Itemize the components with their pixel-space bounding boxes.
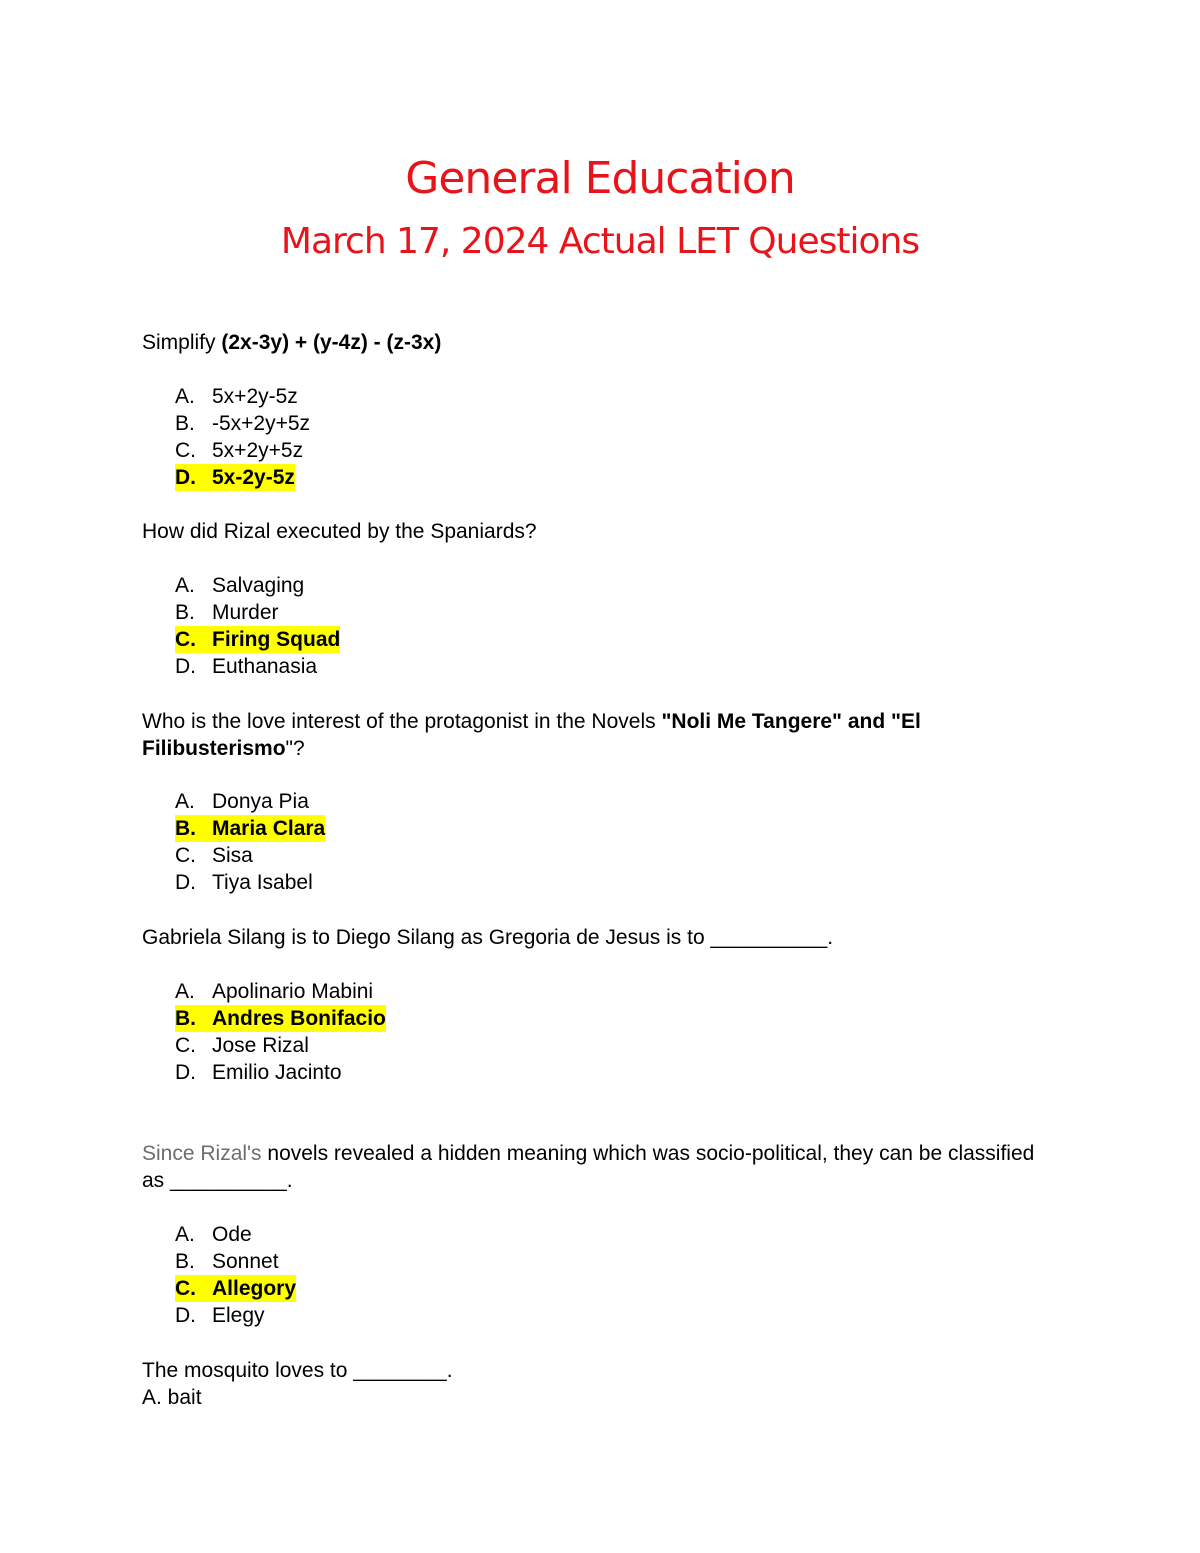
option-c: C. 5x+2y+5z xyxy=(175,439,304,462)
option-a: A. 5x+2y-5z xyxy=(175,385,298,408)
option-b: B. Sonnet xyxy=(175,1250,279,1273)
answer-highlight: C. Allegory xyxy=(175,1277,297,1300)
option-b: B. -5x+2y+5z xyxy=(175,412,311,435)
option-c-correct xyxy=(175,626,340,653)
question-1-options xyxy=(175,383,310,491)
option-d: D. Emilio Jacinto xyxy=(175,1061,342,1084)
question-1-expression: (2x-3y) + (y-4z) - (z-3x) xyxy=(221,331,442,354)
answer-highlight: B. Andres Bonifacio xyxy=(175,1007,386,1030)
question-4-options xyxy=(175,978,386,1086)
option-c: C. Sisa xyxy=(175,844,253,867)
option-c: C. Jose Rizal xyxy=(175,1034,309,1057)
option-d: D. Tiya Isabel xyxy=(175,871,313,894)
option-b-correct xyxy=(175,1005,386,1032)
question-5: Since Rizal's novels revealed a hidden meaning which was socio-political, they can be classified as __________. xyxy=(142,1142,1035,1192)
answer-highlight: D. 5x-2y-5z xyxy=(175,466,295,489)
question-6: The mosquito loves to ________. xyxy=(142,1359,453,1382)
option-b: B. Murder xyxy=(175,601,279,624)
option-a: A. Salvaging xyxy=(175,574,305,597)
question-3: Who is the love interest of the protagonist in the Novels "Noli Me Tangere" and "El Filibusterismo"? xyxy=(142,710,921,760)
option-a: A. Apolinario Mabini xyxy=(175,980,374,1003)
novel-titles: "Noli Me Tangere" and "El Filibusterismo xyxy=(142,710,921,760)
question-1 xyxy=(142,329,1062,356)
option-d-correct xyxy=(175,464,310,491)
option-a: A. Donya Pia xyxy=(175,790,309,813)
question-3-options xyxy=(175,788,325,896)
question-4: Gabriela Silang is to Diego Silang as Gregoria de Jesus is to __________. xyxy=(142,926,834,949)
option-b-correct xyxy=(175,815,325,842)
document-subtitle: March 17, 2024 Actual LET Questions xyxy=(280,221,920,262)
question-2-options xyxy=(175,572,340,680)
question-1-text: Simplify xyxy=(142,331,222,354)
question-2: How did Rizal executed by the Spaniards? xyxy=(142,520,537,543)
question-5-options xyxy=(175,1221,296,1329)
option-c-correct xyxy=(175,1275,296,1302)
option-d: D. Elegy xyxy=(175,1304,265,1327)
answer-highlight: B. Maria Clara xyxy=(175,817,326,840)
answer-highlight: C. Firing Squad xyxy=(175,628,341,651)
document-title: General Education xyxy=(405,153,795,204)
question-6-option-a: A. bait xyxy=(142,1386,202,1409)
option-a: A. Ode xyxy=(175,1223,252,1246)
option-d: D. Euthanasia xyxy=(175,655,318,678)
